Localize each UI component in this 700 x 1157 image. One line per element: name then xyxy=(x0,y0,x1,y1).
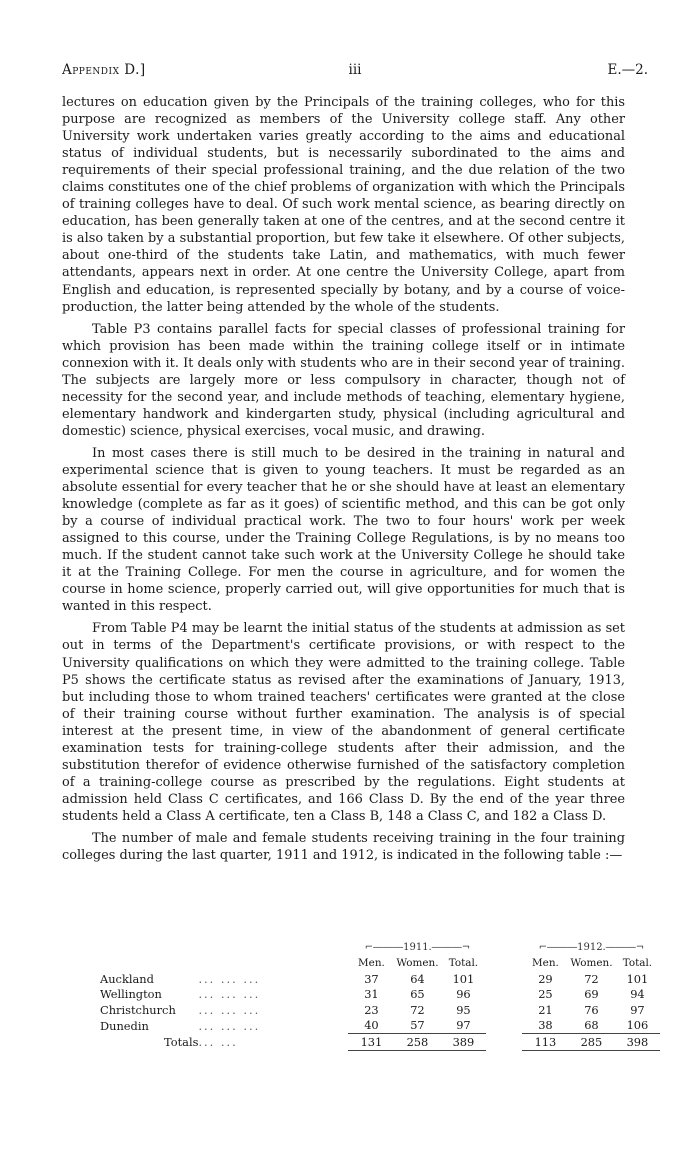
column-header-row xyxy=(100,956,660,972)
year-header-row xyxy=(100,940,660,956)
col-men-1911: Men. xyxy=(358,957,385,970)
col-women-1912: Women. xyxy=(570,957,613,970)
col-total-1912: Total. xyxy=(622,957,653,970)
row-label: Christchurch xyxy=(100,1002,176,1017)
page-number: iii xyxy=(348,62,362,78)
year-1912-header: ⌐―――1912.―――¬ xyxy=(538,942,645,954)
paragraph-5: The number of male and female students receiving training in the four training colleges during the last quarter, 1911 and 1912, is indicated in the following table :— xyxy=(62,830,625,864)
appendix-label: Appendix D.] xyxy=(62,62,146,78)
row-label: Wellington xyxy=(100,987,162,1002)
col-total-1911: Total. xyxy=(448,957,479,970)
row-label: Dunedin xyxy=(100,1018,149,1033)
year-1911-header: ⌐―――1911.―――¬ xyxy=(364,942,471,954)
paragraph-4: From Table P4 may be learnt the initial status of the students at admission as set out in terms of the Department's certificate provisions, or with respect to the University qualifications on which they were admitted to the training college. Table P5 shows the certificate status as revised after the examinations of January, 1913, but including those to whom trained teachers' certificates were granted at the close of their training course without further examination. The analysis is of special interest at the present time, in view of the abandonment of general certificate examination tests for training-college students after their admission, and the substitution therefor of evidence otherwise furnished of the satisfactory completion of a training-college course as prescribed by the regulations. Eight students at admission held Class C certificates, and 166 Class D. By the end of the year three students held a Class A certificate, ten a Class B, 148 a Class C, and 182 a Class D. xyxy=(62,621,625,824)
col-women-1911: Women. xyxy=(396,957,439,970)
totals-label: Totals xyxy=(164,1034,199,1049)
table-row: Auckland ... ... ... 37 64 101 29 72 101 xyxy=(100,971,649,986)
paragraph-3: In most cases there is still much to be desired in the training in natural and experimental science that is given to young teachers. It must be regarded as an absolute essential for every teacher that he or she should have at least an elementary knowledge (complete as far as it goes) of scientific method, and this can be got only by a course of individual practical work. The two to four hours' work per week assigned to this course, under the Training College Regulations, is by no means too much. If the student cannot take such work at the University College he should take it at the Training College. For men the course in agriculture, and for women the course in home science, properly carried out, will give opportunities for much that is wanted in this respect. xyxy=(62,445,625,615)
table-row: Wellington ... ... ... 31 65 96 25 69 94 xyxy=(100,987,645,1002)
row-label: Auckland xyxy=(100,971,154,986)
document-reference: E.—2. xyxy=(607,62,648,78)
students-table xyxy=(100,940,660,1051)
paragraph-2: Table P3 contains parallel facts for special classes of professional training for which provision has been made within the training college itself or in intimate connexion with it. It deals only with students who are in their second year of training. The subjects are largely more or less compulsory in character, though not of necessity for the second year, and include methods of teaching, elementary hygiene, elementary handwork and kindergarten study, physical (including agricultural and domestic) science, physical exercises, vocal music, and drawing. xyxy=(62,321,625,439)
totals-row: Totals ... ... 131 258 389 113 285 398 xyxy=(100,1034,660,1051)
table-row: Christchurch ... ... ... 23 72 95 21 76 97 xyxy=(100,1002,645,1017)
table-row: Dunedin ... ... ... 40 57 97 38 68 106 xyxy=(100,1018,660,1034)
paragraph-1: lectures on education given by the Principals of the training colleges, who for this purpose are recognized as members of the University college staff. Any other University work undertaken varies greatly according to the aims and educational status of individual students, but is necessarily subordinated to the aims and requirements of their special professional training, and the due relation of the two claims constitutes one of the chief problems of organization with which the Principals of training colleges have to deal. Of such work mental science, as bearing directly on education, has been generally taken at one of the centres, and at the second centre it is also taken by a substantial proportion, but few take it elsewhere. Of other subjects, about one-third of the students take Latin, and mathematics, with much fewer attendants, appears next in order. At one centre the University College, apart from English and education, is represented specially by botany, and by a course of voice-production, the latter being attended by the whole of the students. xyxy=(62,95,625,315)
col-men-1912: Men. xyxy=(532,957,559,970)
body-text xyxy=(62,94,625,869)
page-header xyxy=(62,62,648,80)
